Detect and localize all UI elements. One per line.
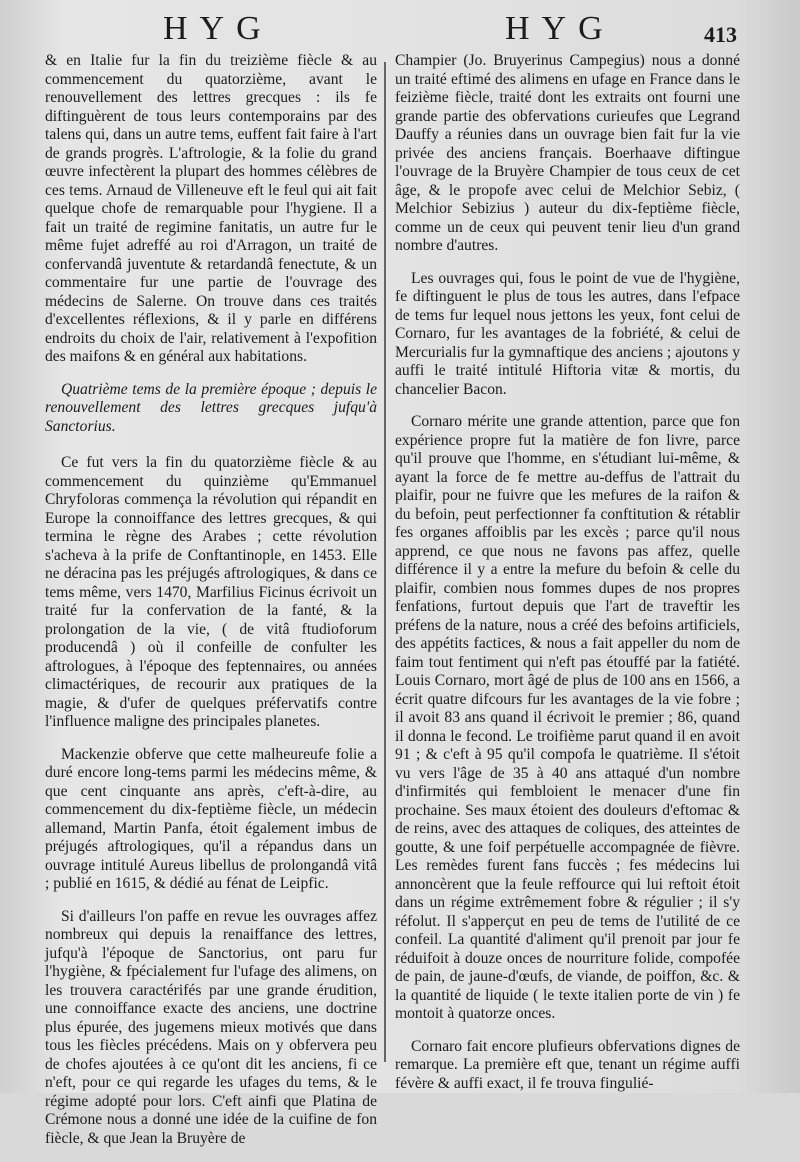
left-paragraph-3: Mackenzie obferve que cette malheureufe folie a duré encore long-tems parmi les médecins même, & que cent cinquante ans après, c'eft-à-dire, au commencement du dix-feptième fiècle, un médecin allemand, Martin Panfa, étoit également imbus de préjugés aftrologiques, qu'il a répandus dans un ouvrage intitulé Aureus libellus de prolongandâ vitâ ; publié en 1615, & dédié au fénat de Leipfic.: [45, 745, 377, 892]
right-paragraph-2: Les ouvrages qui, fous le point de vue de l'hygiène, fe diftinguent le plus de tous les autres, dans l'efpace de tems fur lequel nous jettons les yeux, font celui de Cornaro, fur les avantages de la fobriété, & celui de Mercurialis fur la gymnaftique des anciens ; ajoutons y auffi le traité intitulé Hiftoria vitæ & mortis, du chancelier Bacon.: [395, 269, 740, 398]
left-paragraph-2: Ce fut vers la fin du quatorzième fiècle & au commencement du quinzième qu'Emmanuel Chryfoloras commença la révolution qui répandit en Europe la connoiffance des lettres grecques, & qui termina le règne des Arabes ; cette révolution s'acheva à la prife de Conftantinople, en 1453. Elle ne déracina pas les préjugés aftrologiques, & dans ce tems même, vers 1470, Marfilius Ficinus écrivoit un traité fur la confervation de la fanté, & la prolongation de la vie, ( de vitâ ftudioforum producendâ ) où il confeille de confulter les aftrologues, à l'époque des feptennaires, ou années climactériques, de recourir aux pratiques de la magie, & d'ufer de quelques préfervatifs contre l'influence maligne des principales planetes.: [45, 454, 377, 730]
right-column: [395, 52, 740, 1107]
running-head-right: HYG: [505, 10, 615, 47]
section-heading: Quatrième tems de la première époque ; depuis le renouvellement des lettres grecques jufqu'à Sanctorius.: [45, 380, 377, 435]
left-paragraph-4: Si d'ailleurs l'on paffe en revue les ouvrages affez nombreux qui depuis la renaiffance des lettres, jufqu'à l'époque de Sanctorius, ont paru fur l'hygiène, & fpécialement fur l'ufage des alimens, on les trouvera caractérifés par une grande érudition, une connoiffance exacte des anciens, une doctrine plus épurée, des jugemens mieux motivés que dans tous les fiècles précédens. Mais on y obfervera peu de chofes ajoutées à ce qu'ont dit les anciens, fi ce n'eft, pour ce qui regarde les ufages du tems, & le régime adopté pour lors. C'eft ainfi que Platina de Crémone nous a donné une idée de la cuifine de fon fiècle, & que Jean la Bruyère de: [45, 907, 377, 1147]
left-column: [45, 52, 377, 1162]
right-paragraph-4: Cornaro fait encore plufieurs obfervations dignes de remarque. La première eft que, tenant un régime auffi févère & auffi exact, il fe trouva fingulié-: [395, 1037, 740, 1092]
left-paragraph-1: & en Italie fur la fin du treizième fiècle & au commencement du quatorzième, avant le renouvellement des lettres grecques : ils fe diftinguèrent de tous leurs contemporains par des talens qui, dans un autre tems, euffent fait faire à l'art de grands progrès. L'aftrologie, & la folie du grand œuvre infectèrent la plupart des hommes célèbres de ces tems. Arnaud de Villeneuve eft le feul qui ait fait quelque chofe de remarquable pour l'hygiene. Il a fait un traité de regimine fanitatis, un autre fur le même fujet adreffé au roi d'Arragon, un traité de confervandâ juventute & retardandâ fenectute, & un commentaire fur une partie de l'ouvrage des médecins de Salerne. On trouve dans ces traités d'excellentes réflexions, & il y parle en différens endroits du choix de l'air, relativement à l'expofition des maifons & en général aux habitations.: [45, 52, 377, 365]
running-head: [0, 10, 800, 50]
running-head-left: HYG: [163, 10, 273, 47]
column-divider: [384, 62, 386, 1062]
right-paragraph-3: Cornaro mérite une grande attention, parce que fon expérience propre fut la matière de fon livre, parce qu'il prouve que l'homme, en s'étudiant lui-même, & ayant la force de fe mettre au-deffus de l'attrait du plaifir, pour ne fuivre que les mefures de la raifon & du befoin, peut perfectionner fa conftitution & rétablir fes organes affoiblis par les excès ; parce qu'il nous apprend, ce que nous ne favons pas affez, quelle différence il y a entre la mefure du befoin & celle du plaifir, combien nous fommes dupes de nos propres fenfations, furtout depuis que l'art de traveftir les préfens de la nature, nous a créé des befoins artificiels, des appétits factices, & nous a fait appeller du nom de faim tout fentiment qui n'eft pas étouffé par la fatiété. Louis Cornaro, mort âgé de plus de 100 ans en 1566, a écrit quatre difcours fur les avantages de la vie fobre ; il avoit 83 ans quand il écrivoit le premier ; 86, quand il donna le fecond. Le troifième parut quand il en avoit 91 ; & c'eft à 95 qu'il compofa le quatrième. Il s'étoit vu vers l'âge de 35 à 40 ans attaqué d'un nombre d'infirmités qui fembloient le menacer d'une fin prochaine. Ses maux étoient des douleurs d'eftomac & de reins, avec des attaques de coliques, des atteintes de goutte, & une foif perpétuelle accompagnée de fièvre. Les remèdes furent fans fuccès ; fes médecins lui annoncèrent que la feule reffource qui lui reftoit étoit dans un régime extrêmement fobre & régulier ; il s'y réfolut. Il s'apperçut en peu de tems de l'utilité de ce confeil. La quantité d'aliment qu'il prenoit par jour fe réduifoit à douze onces de nourriture folide, compofée de pain, de jaune-d'œufs, de viande, de poiffon, &c. & la quantité de liquide ( le texte italien porte de vin ) fe montoit à quatorze onces.: [395, 413, 740, 1022]
page-number: 413: [704, 22, 737, 47]
right-paragraph-1: Champier (Jo. Bruyerinus Campegius) nous a donné un traité eftimé des alimens en ufage en France dans le feizième fiècle, traité dont les extraits ont fourni une grande partie des obfervations curieufes que Legrand Dauffy a réunies dans un ouvrage bien fait fur la vie privée des anciens français. Boerhaave diftingue l'ouvrage de la Bruyère Champier de tous ceux de cet âge, & le propofe avec celui de Melchior Sebiz, ( Melchior Sebizius ) auteur du dix-feptième fiècle, comme un de ceux qui peuvent tenir lieu d'un grand nombre d'autres.: [395, 52, 740, 254]
